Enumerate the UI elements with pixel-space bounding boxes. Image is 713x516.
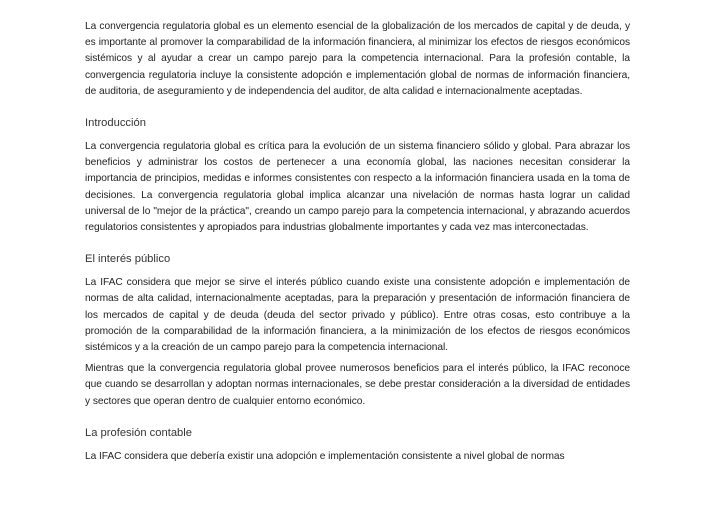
- section-heading-introduccion: Introducción: [85, 117, 146, 130]
- intro-paragraph: La convergencia regulatoria global es un elemento esencial de la globalización de los mercados de capital y de deuda, y es importante al promover la comparabilidad de la información financiera, al minimizar los efectos de riesgos económicos sistémicos y al ayudar a crear un campo parejo para la competencia internacional. Para la profesión contable, la convergencia regulatoria incluye la consistente adopción e implementación global de normas de información financiera, de auditoria, de aseguramiento y de independencia del auditor, de alta calidad e internacionalmente aceptadas.: [85, 21, 630, 97]
- interes-publico-paragraph-2: Mientras que la convergencia regulatoria global provee numerosos beneficios para el interés público, la IFAC reconoce que cuando se desarrollan y adoptan normas internacionales, se debe prestar consideración a la diversidad de entidades y sectores que operan dentro de cualquier entorno económico.: [85, 363, 630, 407]
- document-page: [85, 19, 630, 465]
- introduccion-paragraph: La convergencia regulatoria global es crítica para la evolución de un sistema financiero sólido y global. Para abrazar los beneficios y administrar los costos de pertenecer a una economía global, las naciones necesitan considerar la importancia de principios, medidas e informes consistentes con respecto a la información financiera usada en la toma de decisiones. La convergencia regulatoria global implica alcanzar una nivelación de normas hasta lograr un calidad universal de lo "mejor de la práctica", creando un campo parejo para la competencia internacional, y abrazando acuerdos regulatorios consistentes y apropiados para industrias globalmente importantes y cada vez mas interconectadas.: [85, 141, 630, 234]
- interes-publico-paragraph-1: La IFAC considera que mejor se sirve el interés público cuando existe una consistente adopción e implementación de normas de alta calidad, internacionalmente aceptadas, para la preparación y presentación de información financiera de los mercados de capital y de deuda (deuda del sector privado y público). Entre otras cosas, esto contribuye a la promoción de la comparabilidad de la información financiera, a la minimización de los efectos de riesgos económicos sistémicos y a la creación de un campo parejo para la competencia internacional.: [85, 277, 630, 354]
- section-heading-profesion-contable: La profesión contable: [85, 426, 192, 439]
- profesion-contable-paragraph: La IFAC considera que debería existir una adopción e implementación consistente a nivel global de normas: [85, 450, 565, 462]
- section-heading-interes-publico: El interés público: [85, 253, 171, 266]
